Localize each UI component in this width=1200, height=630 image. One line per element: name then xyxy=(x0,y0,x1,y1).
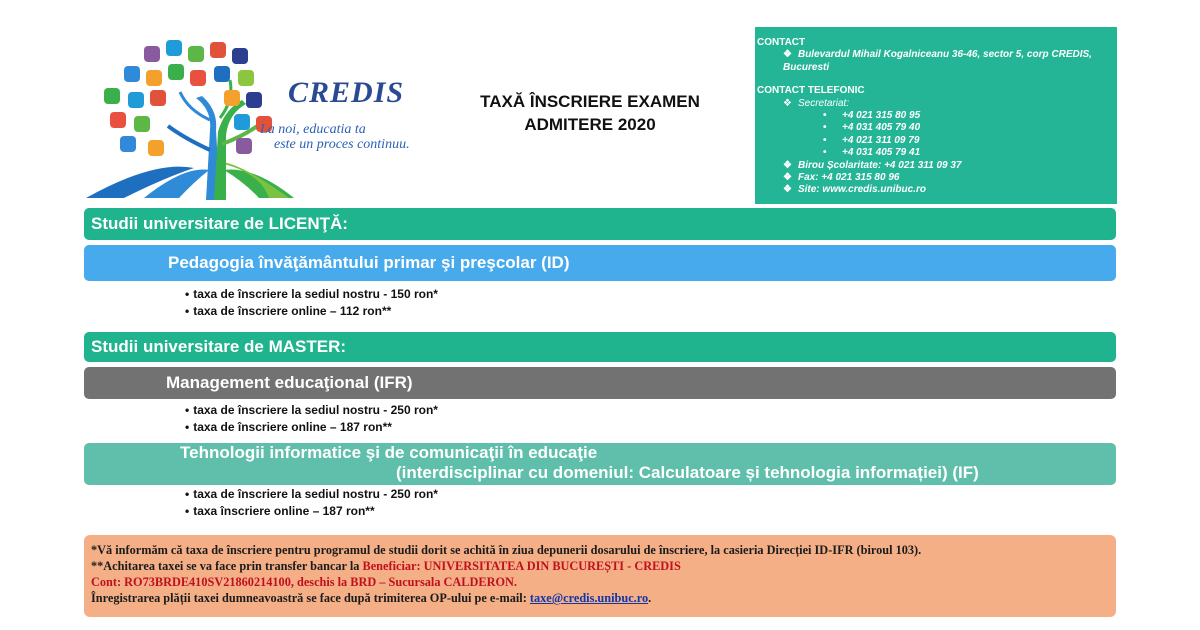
master-program2-fee-list xyxy=(185,486,438,520)
master-heading-bar: Studii universitare de MASTER: xyxy=(84,332,1116,362)
address-text: Bulevardul Mihail Kogalniceanu 36-46, sector 5, corp CREDIS, Bucuresti xyxy=(783,49,1092,73)
licenta-program-bar: Pedagogia învăţământului primar şi preşcolar (ID) xyxy=(84,245,1116,281)
fee-item: • taxa de înscriere la sediul nostru - 250 ron* xyxy=(185,486,438,503)
beneficiary-text: Beneficiar: UNIVERSITATEA DIN BUCUREȘTI - CREDIS xyxy=(362,559,681,573)
site-text: Site: www.credis.unibuc.ro xyxy=(797,184,926,196)
credis-logo xyxy=(84,40,434,200)
secretariat-label-row xyxy=(757,98,1113,110)
master-program2-bar xyxy=(84,443,1116,485)
brand-name: CREDIS xyxy=(288,76,405,109)
phone-number: +4 031 405 79 40 xyxy=(842,122,921,134)
brand-tagline xyxy=(260,122,410,152)
fee-item: • taxa de înscriere online – 187 ron** xyxy=(185,419,438,436)
licenta-fee-list xyxy=(185,286,438,320)
note-line2 xyxy=(91,558,1116,574)
phone-item: • +4 021 315 80 95 xyxy=(823,110,921,122)
secretariat-bullet-icon: ❖ xyxy=(783,97,792,109)
fax-row: ❖ Fax: +4 021 315 80 96 xyxy=(783,172,900,184)
phone-item: • +4 031 405 79 40 xyxy=(823,122,921,134)
birou-row: ❖ Birou Școlaritate: +4 021 311 09 37 xyxy=(783,159,962,171)
bank-account-text: Cont: RO73BRDE410SV21860214100, deschis la BRD – Sucursala CALDERON. xyxy=(91,575,517,589)
fee-item: • taxa de înscriere online – 112 ron** xyxy=(185,303,438,320)
licenta-heading-bar: Studii universitare de LICENŢĂ: xyxy=(84,208,1116,240)
brand-tagline-line2: este un proces continuu. xyxy=(274,137,410,152)
site-row: ❖ Site: www.credis.unibuc.ro xyxy=(783,184,926,196)
master-program1-fee-list xyxy=(185,402,438,436)
fee-item: • taxa de înscriere la sediul nostru - 250 ron* xyxy=(185,402,438,419)
phone-number: +4 021 315 80 95 xyxy=(842,110,921,122)
birou-text: Birou Școlaritate: +4 021 311 09 37 xyxy=(797,159,962,171)
contact-box xyxy=(755,27,1117,204)
fee-item: • taxa înscriere online – 187 ron** xyxy=(185,503,438,520)
page-title-line2: ADMITERE 2020 xyxy=(524,115,656,134)
note-line4-prefix: Înregistrarea plății taxei dumneavoastră se face după trimiterea OP-ului pe e-mail: xyxy=(91,591,530,605)
tree-logo-icon xyxy=(84,40,434,200)
fax-text: Fax: +4 021 315 80 96 xyxy=(797,172,900,184)
contact-phone-heading: CONTACT TELEFONIC xyxy=(757,85,865,97)
phone-item: • +4 031 405 79 41 xyxy=(823,147,921,159)
note-line4 xyxy=(91,590,1116,606)
note-line4-suffix: . xyxy=(648,591,652,605)
page-title-line1: TAXĂ ÎNSCRIERE EXAMEN xyxy=(480,92,700,111)
phone-number: +4 031 405 79 41 xyxy=(842,147,921,159)
master-program2-line1: Tehnologii informatice şi de comunicaţii în educaţie xyxy=(180,443,598,462)
fee-item: • taxa de înscriere la sediul nostru - 150 ron* xyxy=(185,286,438,303)
page-title xyxy=(440,90,740,136)
phone-item: • +4 021 311 09 79 xyxy=(823,134,920,146)
address-bullet-icon: ❖ xyxy=(783,49,792,61)
brand-tagline-line1: La noi, educatia ta xyxy=(260,122,366,137)
note-line2-prefix: **Achitarea taxei se va face prin transfer bancar la xyxy=(91,559,363,573)
master-program2-line2: (interdisciplinar cu domeniul: Calculatoare și tehnologia informației) (IF) xyxy=(396,463,979,482)
master-program1-bar: Management educaţional (IFR) xyxy=(84,367,1116,399)
payment-note xyxy=(84,535,1116,617)
contact-heading: CONTACT xyxy=(757,37,806,48)
phone-number: +4 021 311 09 79 xyxy=(842,134,920,146)
note-line1: *Vă informăm că taxa de înscriere pentru programul de studii dorit se achită în ziua depunerii dosarului de înscriere, la casieria Direcției ID-IFR (biroul 103). xyxy=(91,543,922,557)
secretariat-label: Secretariat: xyxy=(797,97,850,109)
email-link[interactable]: taxe@credis.unibuc.ro xyxy=(529,591,649,605)
contact-address xyxy=(757,49,1113,74)
